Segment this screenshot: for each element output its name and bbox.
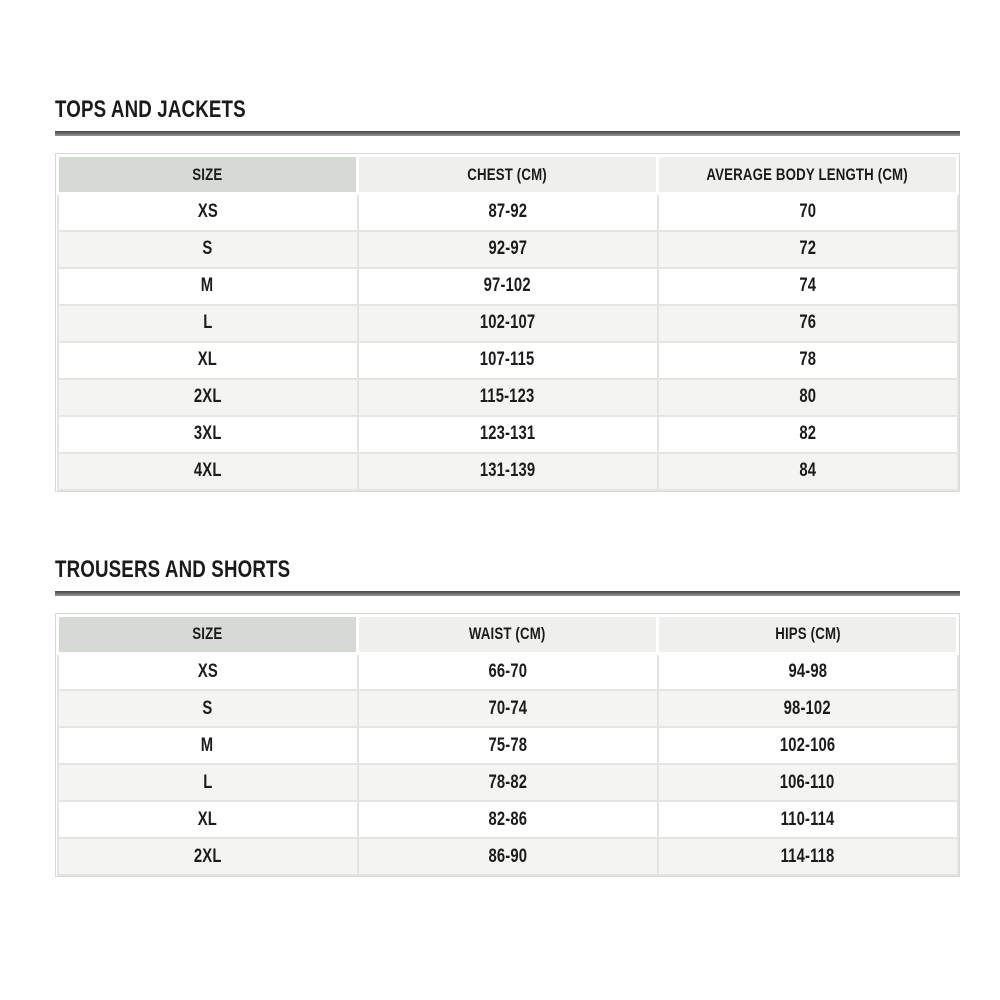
header-row [58, 615, 958, 653]
section-divider-rule [55, 591, 960, 596]
measurement-cell [358, 305, 658, 342]
cell-value: 87-92 [488, 201, 527, 223]
measurement-cell [358, 727, 658, 764]
size-cell [58, 653, 358, 690]
cell-value: 72 [799, 238, 816, 259]
tops-and-jackets-table-wrap [55, 153, 960, 492]
measurement-cell [658, 342, 958, 379]
cell-value: XL [197, 349, 218, 370]
cell-value: 4XL [193, 460, 222, 481]
tops-and-jackets-section [55, 98, 960, 492]
section-divider-rule [55, 131, 960, 136]
size-cell [58, 194, 358, 231]
cell-value: 123-131 [479, 423, 536, 444]
measurement-cell [358, 764, 658, 801]
table-row [58, 194, 958, 231]
cell-value: 82 [799, 423, 816, 444]
table-row [58, 416, 958, 453]
table-row [58, 653, 958, 690]
measurement-cell [658, 653, 958, 690]
column-header-waist-cm [358, 615, 658, 653]
size-cell [58, 727, 358, 764]
cell-value: 102-106 [779, 734, 836, 756]
measurement-cell [358, 801, 658, 838]
column-header-size [58, 615, 358, 653]
table-row [58, 727, 958, 764]
cell-value: 78 [799, 349, 816, 370]
trousers-and-shorts-title [55, 555, 960, 583]
table-row [58, 801, 958, 838]
table-row [58, 453, 958, 490]
table-row [58, 305, 958, 342]
measurement-cell [358, 416, 658, 453]
tops-and-jackets-title [55, 98, 960, 122]
size-cell [58, 379, 358, 416]
measurement-cell [658, 838, 958, 875]
measurement-cell [658, 268, 958, 305]
column-header-label: WAIST (CM) [469, 624, 546, 643]
measurement-cell [358, 231, 658, 268]
cell-value: 114-118 [780, 845, 835, 867]
cell-value: 75-78 [488, 734, 527, 756]
cell-value: 98-102 [783, 697, 832, 719]
cell-value: 76 [799, 312, 816, 333]
measurement-cell [658, 231, 958, 268]
table-row [58, 231, 958, 268]
size-cell [58, 838, 358, 875]
column-header-chest-cm [358, 156, 658, 194]
column-header-label: AVERAGE BODY LENGTH (CM) [706, 164, 909, 184]
size-cell [58, 764, 358, 801]
size-cell [58, 342, 358, 379]
table-row [58, 342, 958, 379]
cell-value: XS [197, 201, 218, 223]
column-header-hips-cm [658, 615, 958, 653]
table-row [58, 379, 958, 416]
trousers-and-shorts-table [56, 614, 959, 877]
trousers-and-shorts-table-wrap [55, 613, 960, 878]
table-row [58, 690, 958, 727]
size-cell [58, 231, 358, 268]
cell-value: 78-82 [488, 771, 527, 793]
measurement-cell [358, 653, 658, 690]
cell-value: 80 [799, 386, 816, 407]
size-cell [58, 268, 358, 305]
cell-value: 107-115 [480, 349, 535, 370]
measurement-cell [358, 379, 658, 416]
measurement-cell [658, 305, 958, 342]
measurement-cell [358, 838, 658, 875]
tops-and-jackets-table [56, 154, 959, 491]
column-header-size [58, 156, 358, 194]
header-row [58, 156, 958, 194]
measurement-cell [658, 379, 958, 416]
measurement-cell [658, 764, 958, 801]
table-row [58, 268, 958, 305]
cell-value: 82-86 [488, 808, 527, 830]
measurement-cell [658, 727, 958, 764]
cell-value: XL [197, 808, 218, 830]
cell-value: 2XL [193, 386, 222, 407]
measurement-cell [358, 268, 658, 305]
cell-value: M [201, 734, 214, 756]
measurement-cell [358, 342, 658, 379]
cell-value: 110-114 [780, 808, 835, 830]
size-guide-page [55, 0, 960, 877]
cell-value: 70-74 [488, 697, 527, 719]
column-header-label: SIZE [192, 624, 223, 643]
size-cell [58, 690, 358, 727]
cell-value: 92-97 [488, 238, 527, 259]
column-header-label: HIPS (CM) [774, 624, 841, 643]
cell-value: 74 [799, 275, 816, 296]
size-cell [58, 801, 358, 838]
cell-value: 115-123 [480, 386, 535, 407]
size-cell [58, 453, 358, 490]
measurement-cell [658, 453, 958, 490]
table-row [58, 838, 958, 875]
cell-value: 106-110 [780, 771, 835, 793]
size-cell [58, 305, 358, 342]
cell-value: S [202, 697, 213, 719]
cell-value: 2XL [193, 845, 222, 867]
cell-value: S [202, 238, 213, 259]
measurement-cell [658, 416, 958, 453]
column-header-average-body-length-cm [658, 156, 958, 194]
measurement-cell [358, 194, 658, 231]
column-header-label: CHEST (CM) [467, 164, 548, 184]
cell-value: 97-102 [483, 275, 532, 296]
measurement-cell [658, 690, 958, 727]
cell-value: 102-107 [479, 312, 536, 333]
column-header-label: SIZE [192, 164, 223, 184]
table-row [58, 764, 958, 801]
measurement-cell [358, 690, 658, 727]
measurement-cell [358, 453, 658, 490]
cell-value: 3XL [193, 423, 222, 444]
size-cell [58, 416, 358, 453]
cell-value: 94-98 [788, 660, 827, 682]
cell-value: L [202, 771, 213, 793]
cell-value: M [201, 275, 214, 296]
section-title-text: TOPS AND JACKETS [55, 96, 246, 123]
cell-value: 66-70 [488, 660, 527, 682]
trousers-and-shorts-section [55, 555, 960, 878]
cell-value: 84 [799, 460, 816, 481]
cell-value: 70 [799, 201, 816, 223]
measurement-cell [658, 194, 958, 231]
cell-value: XS [197, 660, 218, 682]
cell-value: 131-139 [479, 460, 536, 481]
cell-value: L [202, 312, 213, 333]
section-title-text: TROUSERS AND SHORTS [55, 555, 291, 583]
cell-value: 86-90 [488, 845, 527, 867]
measurement-cell [658, 801, 958, 838]
